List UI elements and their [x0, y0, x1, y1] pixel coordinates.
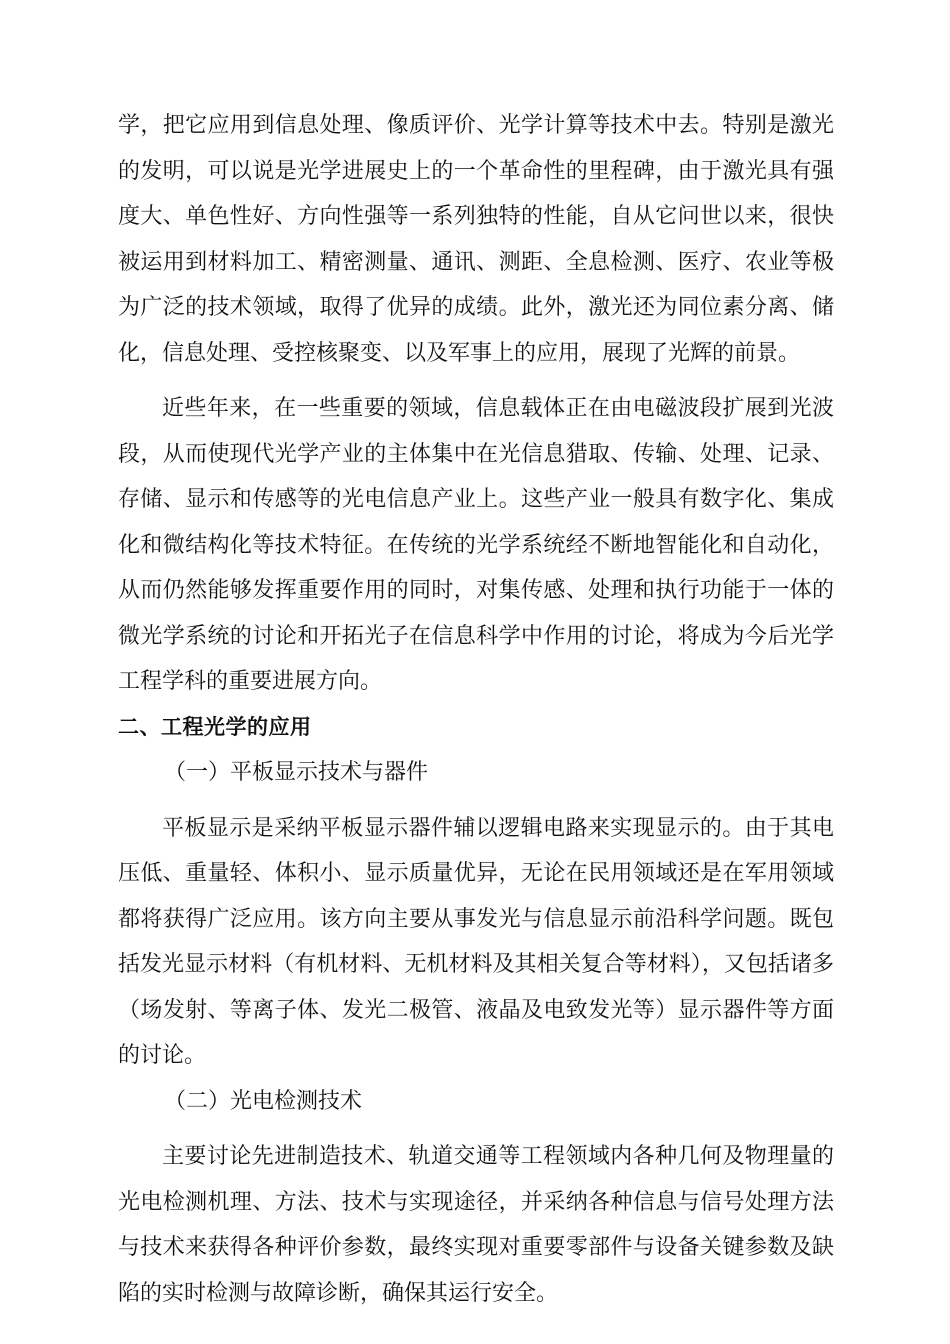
paragraph-optoelectronic-industry: 近些年来，在一些重要的领域，信息载体正在由电磁波段扩展到光波段，从而使现代光学产业的主体集中在光信息猎取、传输、处理、记录、存储、显示和传感等的光电信息产业上。这些产业一般具有数字化、集成化和微结构化等技术特征。在传统的光学系统经不断地智能化和自动化，从而仍然能够发挥重要作用的同时，对集传感、处理和执行功能于一体的微光学系统的讨论和开拓光子在信息科学中作用的讨论，将成为今后光学工程学科的重要进展方向。	[118, 396, 834, 694]
subheading-flat-panel-display: （一）平板显示技术与器件	[164, 760, 429, 785]
section-heading: 二、工程光学的应用	[118, 714, 312, 739]
paragraph-flat-panel-display: 平板显示是采纳平板显示器件辅以逻辑电路来实现显示的。由于其电压低、重量轻、体积小、显示质量优异，无论在民用领域还是在军用领域都将获得广泛应用。该方向主要从事发光与信息显示前沿科学问题。既包括发光显示材料（有机材料、无机材料及其相关复合等材料），又包括诸多（场发射、等离子体、发光二极管、液晶及电致发光等）显示器件等方面的讨论。	[118, 815, 834, 1068]
subheading-photoelectric-detection: （二）光电检测技术	[164, 1088, 363, 1114]
paragraph-photoelectric-detection: 主要讨论先进制造技术、轨道交通等工程领域内各种几何及物理量的光电检测机理、方法、技术与实现途径，并采纳各种信息与信号处理方法与技术来获得各种评价参数，最终实现对重要零部件与设备关键参数及缺陷的实时检测与故障诊断，确保其运行安全。	[118, 1144, 834, 1306]
paragraph-laser-applications: 学，把它应用到信息处理、像质评价、光学计算等技术中去。特别是激光的发明，可以说是光学进展史上的一个革命性的里程碑，由于激光具有强度大、单色性好、方向性强等一系列独特的性能，自从它问世以来，很快被运用到材料加工、精密测量、通讯、测距、全息检测、医疗、农业等极为广泛的技术领域，取得了优异的成绩。此外，激光还为同位素分离、储化，信息处理、受控核聚变、以及军事上的应用，展现了光辉的前景。	[118, 113, 834, 366]
document-body	[118, 103, 834, 1316]
